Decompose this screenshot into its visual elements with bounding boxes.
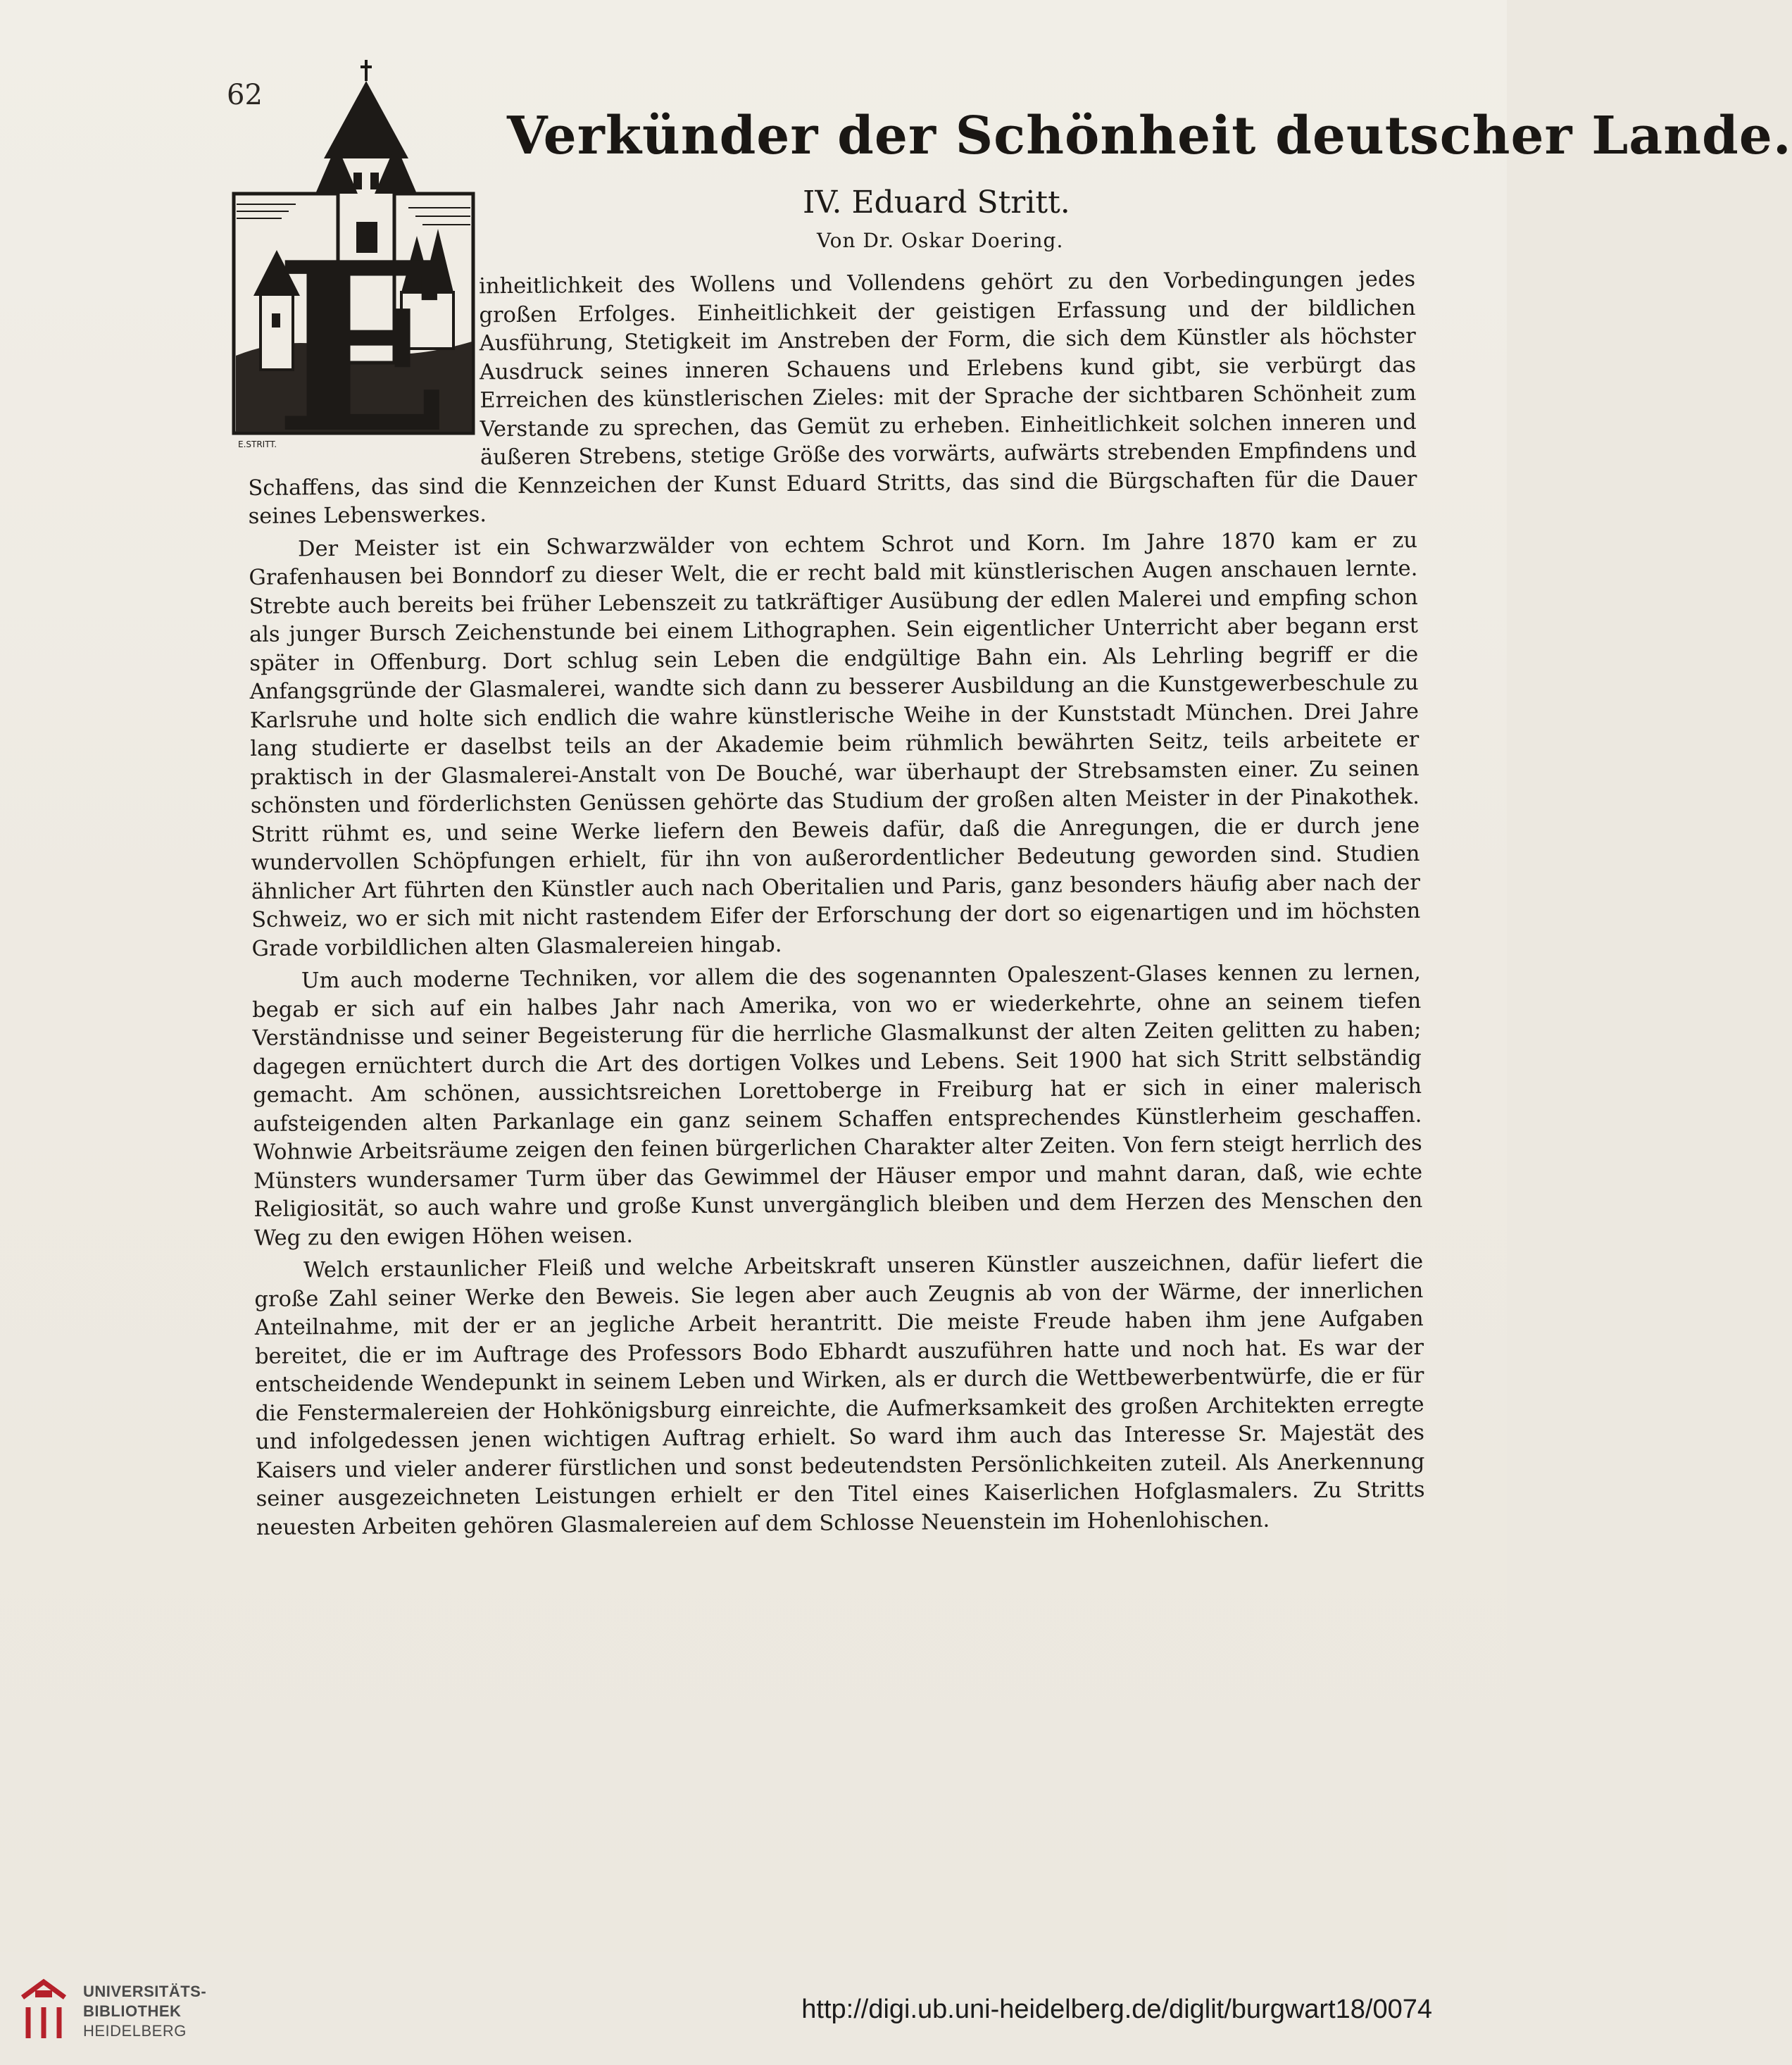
dropcap-spacer	[246, 273, 480, 451]
paragraph-3: Um auch moderne Techniken, vor allem die des sogenannten Opaleszent-Glases kennen zu lernen, begab er sich auf ein halbes Jahr nach Amerika, von wo er wiederkehrte, ohne an seinem tiefen Verständnisse und seiner Begeisterung für die herrliche Glasmalkunst der alten Zeiten gelitten zu haben; dagegen ernüchtert durch die Art des dortigen Volkes und Lebens. Seit 1900 hat sich Stritt selbständig gemacht. Am schönen, aussichtsreichen Lorettoberge in Freiburg hat er sich in einer malerisch aufsteigenden alten Parkanlage ein ganz seinem Schaffen entsprechendes Künstlerheim geschaffen. Wohnwie Arbeitsräume zeigen den feinen bürgerlichen Charakter alter Zeiten. Von fern steigt herrlich des Münsters wundersamer Turm über das Gewimmel der Häuser empor und mahnt daran, daß, wie echte Religiosität, so auch wahre und große Kunst unvergänglich bleiben und dem Herzen des Menschen den Weg zu den ewigen Höhen weisen.	[252, 959, 1423, 1251]
illustration-signature: E.STRITT.	[238, 439, 277, 449]
paragraph-1: inheitlichkeit des Wollens und Vollendens gehört zu den Vorbedingungen jedes großen Erfolges. Einheitlichkeit der geistigen Erfassung und der bildlichen Ausführung, Stetigkeit im Anstreben der Form, die sich dem Künstler als höchster Ausdruck seines inneren Schauens und Erlebens kund gibt, sie verbürgt das Erreichen des künstlerischen Zieles: mit der Sprache der sichtbaren Schönheit zum Verstande zu sprechen, das Gemüt zu erheben. Einheitlichkeit solchen inneren und äußeren Strebens, stetige Größe des vorwärts, aufwärts strebenden Empfindens und Schaffens, das sind die Kennzeichen der Kunst Eduard Stritts, das sind die Bürgschaften für die Dauer seines Lebenswerkes.	[248, 266, 1417, 529]
paragraph-2: Der Meister ist ein Schwarzwälder von echtem Schrot und Korn. Im Jahre 1870 kam er zu Grafenhausen bei Bonndorf zu dieser Welt, die er recht bald mit künstlerischen Augen anschauen lernte. Strebte auch bereits bei früher Lebenszeit zu tatkräftiger Ausübung der edlen Malerei und empfing schon als junger Bursch Zeichenstunde bei einem Lithographen. Sein eigentlicher Unterricht aber begann erst später in Offenburg. Dort schlug sein Leben die endgültige Bahn ein. Als Lehrling begriff er die Anfangsgründe der Glasmalerei, wandte sich dann zu besserer Ausbildung an die Kunstgewerbeschule zu Karlsruhe und holte sich endlich die wahre künstlerische Weihe in der Kunststadt München. Drei Jahre lang studierte er daselbst teils an der Akademie beim rühmlich bewährten Seitz, teils arbeitete er praktisch in der Glasmalerei-Anstalt von De Bouché, war überhaupt der Strebsamsten einer. Zu seinen schönsten und förderlichsten Genüssen gehörte das Studium der großen alten Meister in der Pinakothek. Stritt rühmt es, und seine Werke liefern den Beweis dafür, daß die Anregungen, die er durch jene wundervollen Schöpfungen erhielt, für ihn von außerordentlicher Bedeutung geworden sind. Studien ähnlicher Art führten den Künstler auch nach Oberitalien und Paris, ganz besonders häufig aber nach der Schweiz, wo er sich mit nicht rastendem Eifer der Erforschung der dort so eigenartigen und im höchsten Grade vorbildlichen alten Glasmalereien hingab.	[249, 528, 1421, 961]
source-url[interactable]: http://digi.ub.uni-heidelberg.de/diglit/burgwart18/0074	[801, 1995, 1432, 2024]
article-title: Verkünder der Schönheit deutscher Lande.	[507, 106, 1792, 166]
article-subtitle: IV. Eduard Stritt.	[803, 185, 1070, 220]
article-byline: Von Dr. Oskar Doering.	[817, 229, 1064, 252]
page-number: 62	[227, 79, 263, 111]
article-body	[246, 266, 1425, 1547]
library-logo-icon	[15, 1976, 72, 2044]
library-footer	[0, 1952, 1507, 2065]
paragraph-4: Welch erstaunlicher Fleiß und welche Arbeitskraft unseren Künstler auszeichnen, dafür liefert die große Zahl seiner Werke den Beweis. Sie legen aber auch Zeugnis ab von der Wärme, der innerlichen Anteilnahme, mit der er an jegliche Arbeit herantritt. Die meiste Freude haben ihm jene Aufgaben bereitet, die er im Auftrage des Professors Bodo Ebhardt auszuführen hatte und noch hat. Es war der entscheidende Wendepunkt in seinem Leben und Wirken, als er durch die Wettbewerbentwürfe, die er für die Fenstermalereien der Hohkönigsburg einreichte, die Aufmerksamkeit des großen Architekten erregte und infolgedessen jenen wichtigen Auftrag erhielt. So ward ihm auch das Interesse Sr. Majestät des Kaisers und vieler anderer fürstlichen und sonst bedeutendsten Persönlichkeiten zuteil. Als Anerkennung seiner ausgezeichneten Leistungen erhielt er den Titel eines Kaiserlichen Hofglasmalers. Zu Stritts neuesten Arbeiten gehören Glasmalereien auf dem Schlosse Neuenstein im Hohenlohischen.	[254, 1249, 1425, 1540]
svg-text:E: E	[274, 211, 451, 485]
library-name: UNIVERSITÄTS- BIBLIOTHEK HEIDELBERG	[83, 1983, 207, 2040]
